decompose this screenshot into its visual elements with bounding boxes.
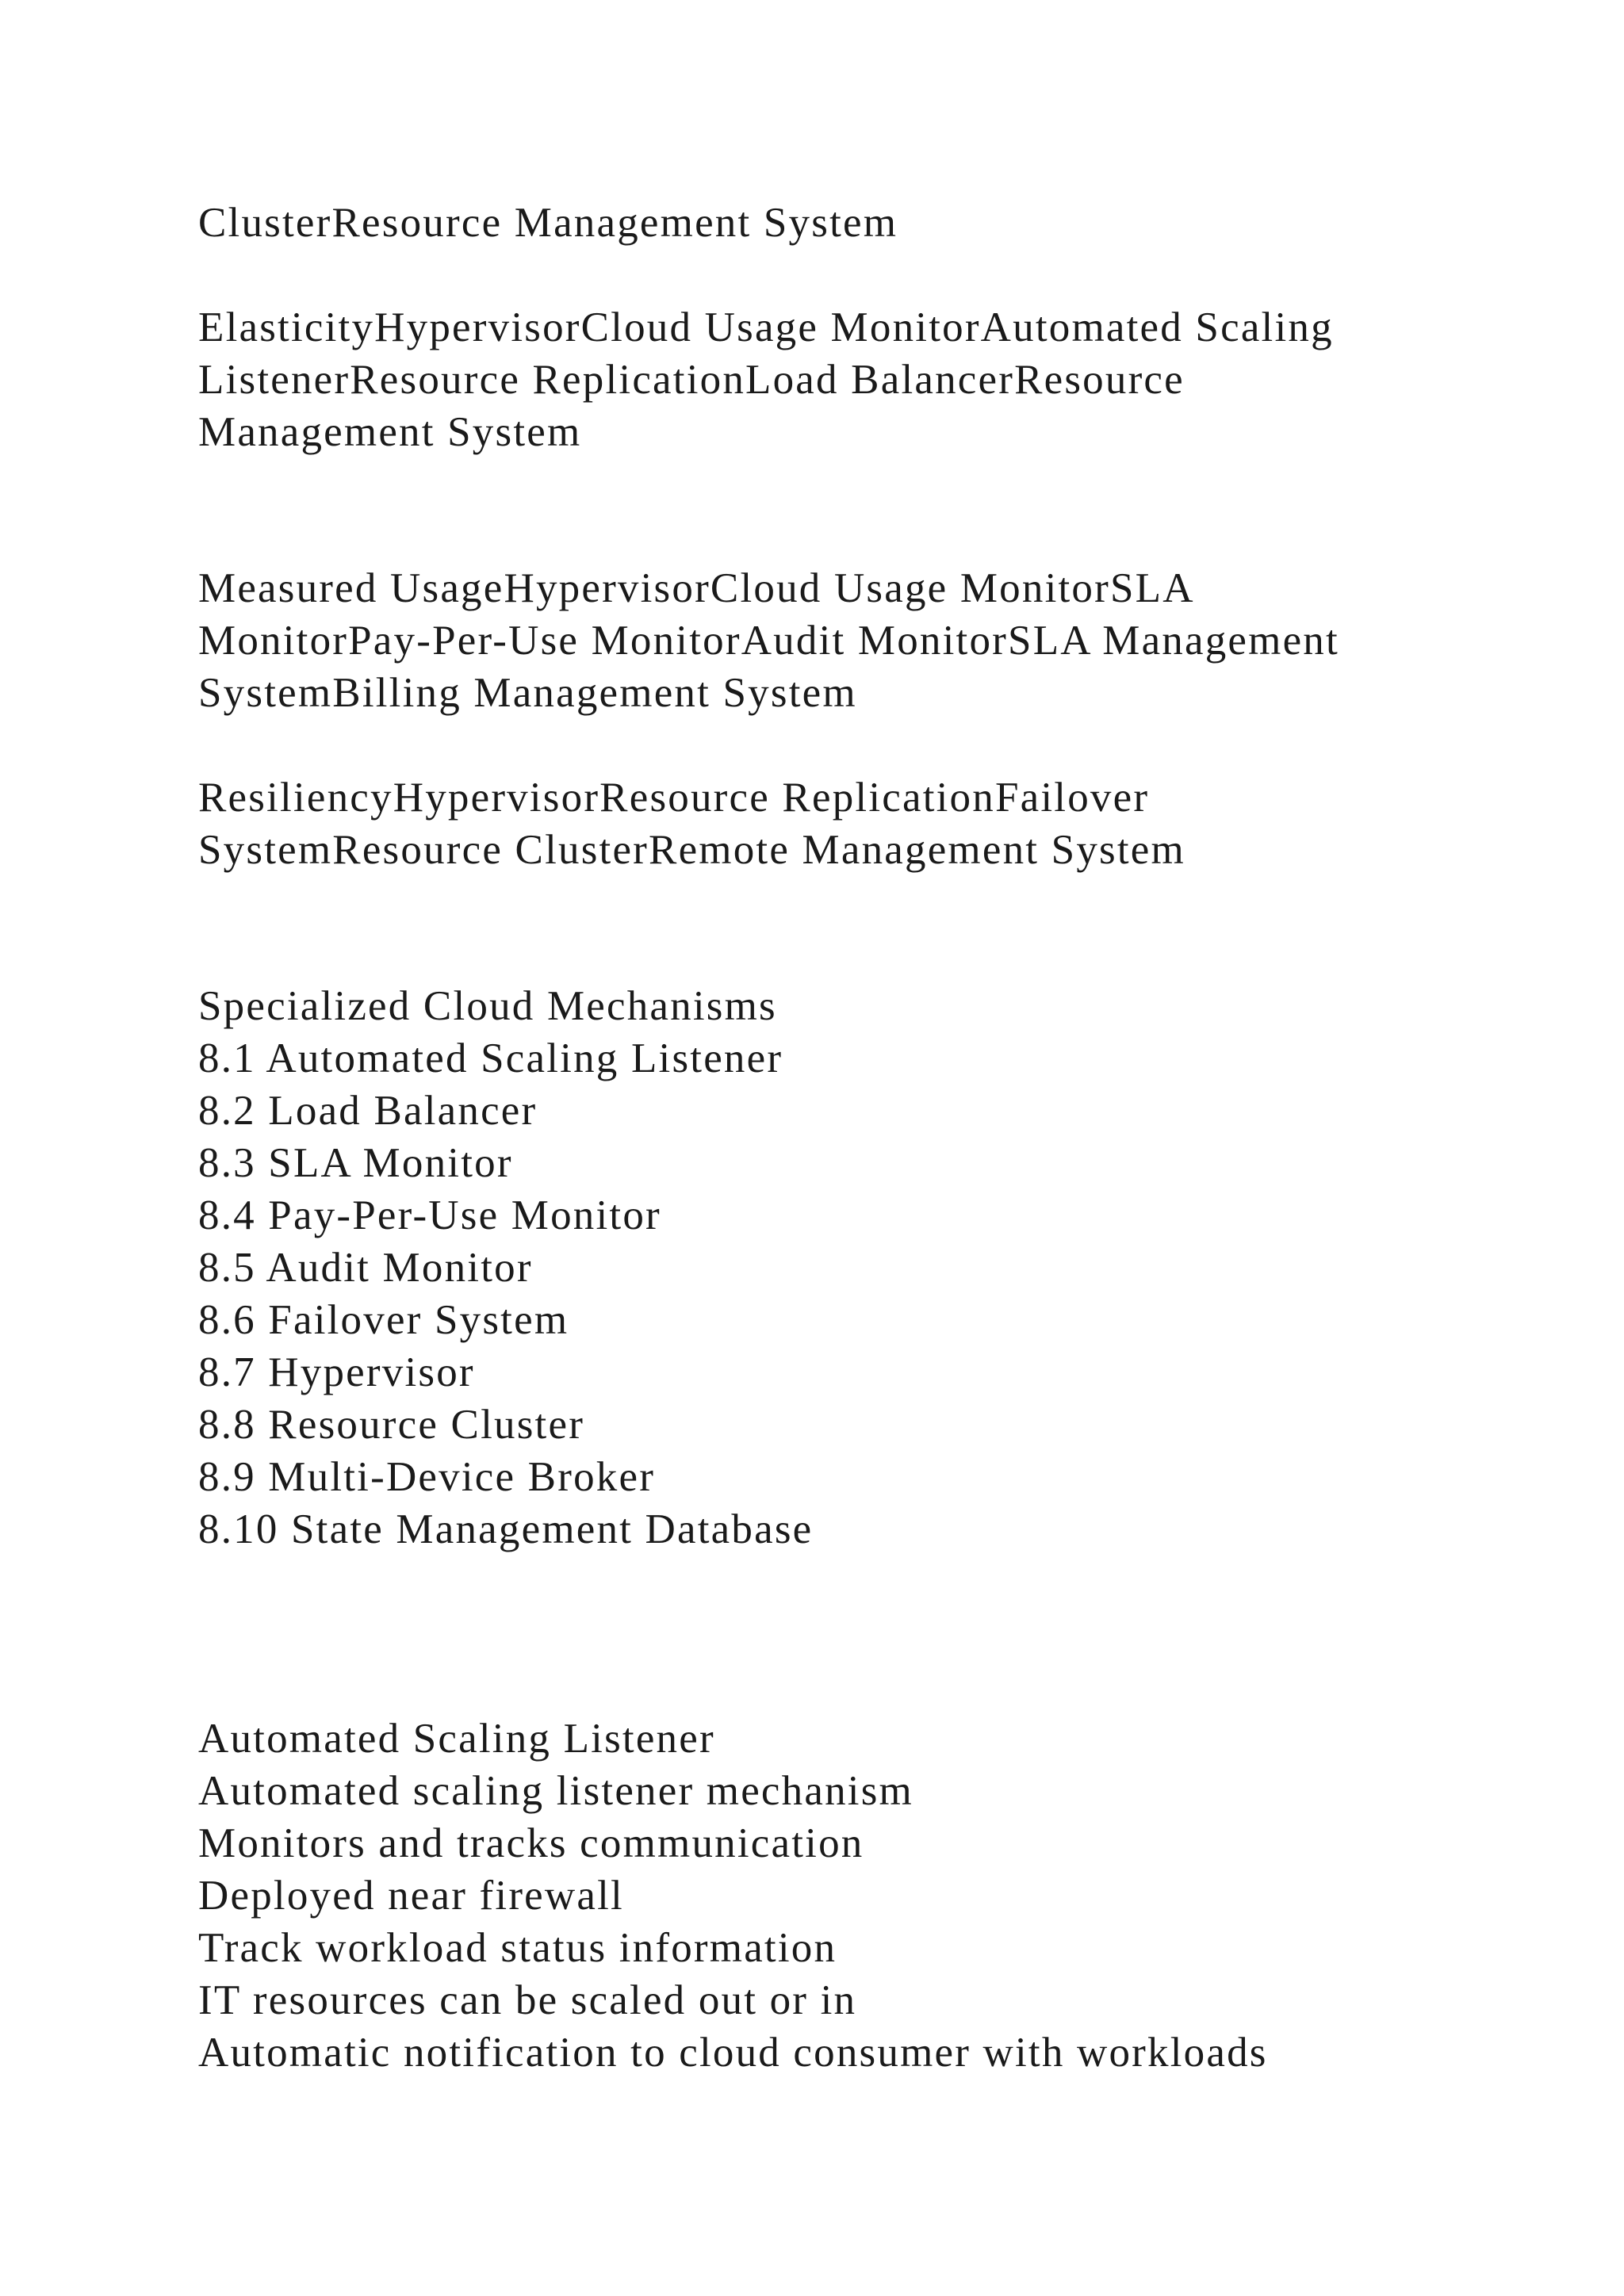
line-asl-bullet-5: IT resources can be scaled out or in bbox=[198, 1977, 857, 2023]
line-measured-usage-1: Measured UsageHypervisorCloud Usage MonitorSLA bbox=[198, 565, 1195, 611]
line-specialized-heading: Specialized Cloud Mechanisms bbox=[198, 983, 777, 1029]
line-toc-8-5: 8.5 Audit Monitor bbox=[198, 1245, 533, 1291]
line-elasticity-2: ListenerResource ReplicationLoad BalancerResource bbox=[198, 357, 1185, 403]
line-toc-8-4: 8.4 Pay-Per-Use Monitor bbox=[198, 1192, 661, 1238]
line-toc-8-8: 8.8 Resource Cluster bbox=[198, 1402, 585, 1448]
line-toc-8-6: 8.6 Failover System bbox=[198, 1297, 569, 1343]
line-asl-bullet-2: Monitors and tracks communication bbox=[198, 1820, 864, 1866]
line-asl-bullet-3: Deployed near firewall bbox=[198, 1873, 624, 1919]
line-automated-scaling-heading: Automated Scaling Listener bbox=[198, 1716, 715, 1762]
line-toc-8-10: 8.10 State Management Database bbox=[198, 1506, 814, 1552]
line-toc-8-9: 8.9 Multi-Device Broker bbox=[198, 1454, 656, 1500]
line-elasticity-1: ElasticityHypervisorCloud Usage MonitorAutomated Scaling bbox=[198, 304, 1334, 350]
line-asl-bullet-1: Automated scaling listener mechanism bbox=[198, 1768, 914, 1814]
line-elasticity-3: Management System bbox=[198, 409, 582, 455]
line-measured-usage-2: MonitorPay-Per-Use MonitorAudit MonitorSLA Management bbox=[198, 618, 1339, 664]
line-resiliency-1: ResiliencyHypervisorResource ReplicationFailover bbox=[198, 775, 1150, 821]
line-measured-usage-3: SystemBilling Management System bbox=[198, 670, 857, 716]
line-cluster-resource-heading: ClusterResource Management System bbox=[198, 200, 898, 246]
line-toc-8-7: 8.7 Hypervisor bbox=[198, 1349, 475, 1395]
line-toc-8-3: 8.3 SLA Monitor bbox=[198, 1140, 513, 1186]
line-asl-bullet-6: Automatic notification to cloud consumer with workloads bbox=[198, 2030, 1268, 2076]
line-asl-bullet-4: Track workload status information bbox=[198, 1925, 837, 1971]
line-toc-8-1: 8.1 Automated Scaling Listener bbox=[198, 1035, 783, 1081]
line-toc-8-2: 8.2 Load Balancer bbox=[198, 1088, 538, 1134]
line-resiliency-2: SystemResource ClusterRemote Management System bbox=[198, 827, 1185, 873]
